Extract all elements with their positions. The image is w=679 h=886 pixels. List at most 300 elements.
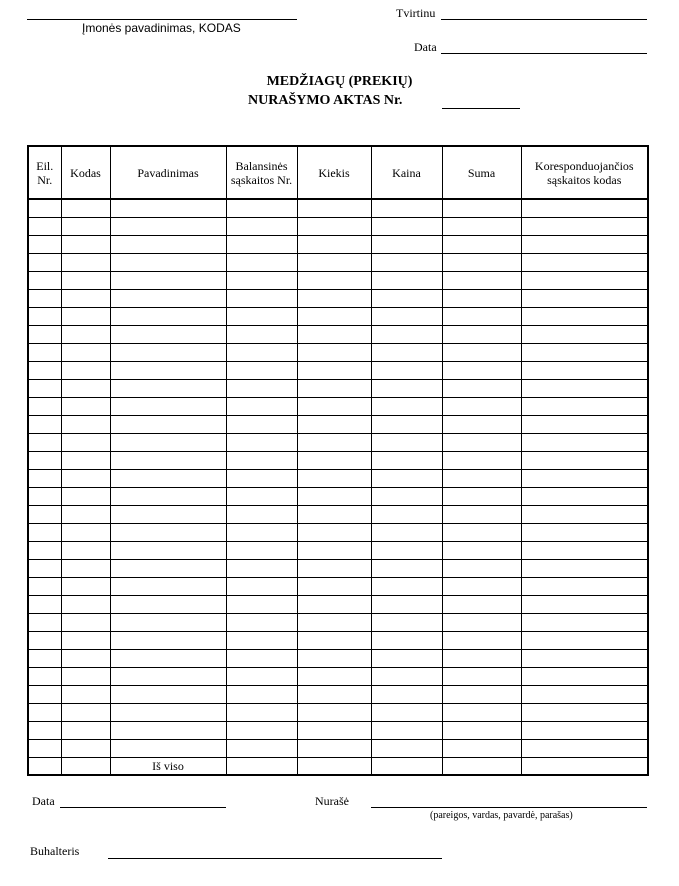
table-cell[interactable] bbox=[61, 613, 110, 631]
table-cell[interactable] bbox=[442, 325, 521, 343]
table-cell[interactable] bbox=[226, 451, 297, 469]
table-cell[interactable] bbox=[521, 505, 648, 523]
table-cell[interactable] bbox=[521, 361, 648, 379]
table-cell[interactable] bbox=[371, 361, 442, 379]
table-cell[interactable] bbox=[226, 433, 297, 451]
document-title-line1: MEDŽIAGŲ (PREKIŲ) bbox=[266, 74, 413, 89]
table-cell[interactable] bbox=[28, 685, 61, 703]
table-cell[interactable] bbox=[110, 253, 226, 271]
table-cell[interactable] bbox=[371, 631, 442, 649]
table-cell[interactable] bbox=[61, 451, 110, 469]
table-cell[interactable] bbox=[226, 577, 297, 595]
column-header-row-number: Eil. Nr. bbox=[28, 146, 61, 199]
table-cell[interactable] bbox=[297, 649, 371, 667]
table-cell[interactable] bbox=[110, 451, 226, 469]
table-cell[interactable] bbox=[226, 667, 297, 685]
table-row bbox=[28, 649, 648, 667]
table-cell[interactable] bbox=[61, 289, 110, 307]
table-cell[interactable] bbox=[297, 631, 371, 649]
table-cell[interactable] bbox=[226, 415, 297, 433]
approve-line[interactable] bbox=[441, 19, 647, 20]
footer-date-label: Data bbox=[32, 794, 55, 808]
column-header-code: Kodas bbox=[61, 146, 110, 199]
header-date-label: Data bbox=[414, 40, 437, 54]
table-cell[interactable] bbox=[28, 739, 61, 757]
table-cell[interactable] bbox=[371, 721, 442, 739]
table-cell[interactable] bbox=[371, 217, 442, 235]
table-cell[interactable] bbox=[28, 379, 61, 397]
table-cell[interactable] bbox=[226, 307, 297, 325]
table-row bbox=[28, 505, 648, 523]
table-cell[interactable] bbox=[226, 487, 297, 505]
table-cell[interactable] bbox=[110, 739, 226, 757]
table-cell[interactable] bbox=[521, 685, 648, 703]
table-cell[interactable] bbox=[110, 235, 226, 253]
table-header-row bbox=[28, 146, 648, 199]
table-cell[interactable] bbox=[28, 271, 61, 289]
table-cell[interactable] bbox=[297, 235, 371, 253]
table-cell[interactable] bbox=[226, 325, 297, 343]
table-row bbox=[28, 703, 648, 721]
table-cell[interactable] bbox=[61, 757, 110, 775]
table-cell[interactable] bbox=[371, 433, 442, 451]
table-cell[interactable] bbox=[28, 559, 61, 577]
table-cell[interactable] bbox=[521, 703, 648, 721]
table-cell[interactable] bbox=[297, 343, 371, 361]
table-cell[interactable] bbox=[442, 559, 521, 577]
table-cell[interactable] bbox=[28, 307, 61, 325]
table-cell[interactable] bbox=[371, 343, 442, 361]
table-cell[interactable] bbox=[226, 523, 297, 541]
table-cell[interactable] bbox=[297, 757, 371, 775]
table-cell[interactable] bbox=[521, 451, 648, 469]
table-cell[interactable] bbox=[61, 487, 110, 505]
table-cell[interactable] bbox=[28, 361, 61, 379]
table-cell[interactable] bbox=[226, 199, 297, 217]
table-cell[interactable] bbox=[28, 343, 61, 361]
table-cell[interactable] bbox=[371, 235, 442, 253]
table-cell[interactable] bbox=[28, 433, 61, 451]
table-body bbox=[28, 199, 648, 775]
table-cell[interactable] bbox=[442, 577, 521, 595]
table-cell[interactable] bbox=[61, 469, 110, 487]
table-cell[interactable] bbox=[297, 541, 371, 559]
table-cell[interactable] bbox=[110, 613, 226, 631]
table-cell[interactable] bbox=[297, 379, 371, 397]
table-cell[interactable] bbox=[371, 595, 442, 613]
table-cell[interactable] bbox=[521, 595, 648, 613]
table-cell[interactable] bbox=[110, 217, 226, 235]
table-cell[interactable] bbox=[226, 469, 297, 487]
table-cell[interactable] bbox=[442, 595, 521, 613]
table-cell[interactable] bbox=[110, 487, 226, 505]
table-cell[interactable] bbox=[226, 541, 297, 559]
table-cell[interactable] bbox=[226, 613, 297, 631]
table-cell[interactable] bbox=[442, 415, 521, 433]
table-cell[interactable] bbox=[28, 523, 61, 541]
table-cell[interactable] bbox=[110, 523, 226, 541]
table-cell[interactable] bbox=[371, 469, 442, 487]
table-cell[interactable] bbox=[226, 559, 297, 577]
table-cell[interactable] bbox=[521, 289, 648, 307]
table-cell[interactable] bbox=[371, 757, 442, 775]
table-cell[interactable] bbox=[61, 397, 110, 415]
table-cell[interactable] bbox=[371, 523, 442, 541]
table-cell[interactable] bbox=[28, 469, 61, 487]
table-cell[interactable] bbox=[297, 307, 371, 325]
table-cell[interactable] bbox=[521, 235, 648, 253]
table-row bbox=[28, 361, 648, 379]
table-cell[interactable] bbox=[521, 541, 648, 559]
table-cell[interactable] bbox=[297, 199, 371, 217]
table-cell[interactable] bbox=[297, 487, 371, 505]
table-cell[interactable] bbox=[442, 199, 521, 217]
table-cell[interactable] bbox=[521, 415, 648, 433]
table-cell[interactable] bbox=[442, 685, 521, 703]
table-cell[interactable] bbox=[521, 307, 648, 325]
table-cell[interactable] bbox=[371, 613, 442, 631]
table-cell[interactable] bbox=[521, 253, 648, 271]
table-cell[interactable] bbox=[521, 271, 648, 289]
table-cell[interactable] bbox=[61, 685, 110, 703]
table-cell[interactable] bbox=[521, 649, 648, 667]
table-cell[interactable] bbox=[226, 379, 297, 397]
wrote-off-hint: (pareigos, vardas, pavardė, parašas) bbox=[430, 810, 573, 821]
table-cell[interactable] bbox=[110, 577, 226, 595]
table-cell[interactable] bbox=[110, 595, 226, 613]
table-cell[interactable] bbox=[371, 739, 442, 757]
table-cell[interactable] bbox=[371, 397, 442, 415]
table-cell[interactable] bbox=[521, 343, 648, 361]
table-cell[interactable] bbox=[28, 325, 61, 343]
table-cell[interactable] bbox=[442, 343, 521, 361]
table-cell[interactable] bbox=[28, 397, 61, 415]
table-cell[interactable] bbox=[442, 307, 521, 325]
table-cell[interactable] bbox=[110, 721, 226, 739]
table-cell[interactable] bbox=[28, 541, 61, 559]
table-cell[interactable] bbox=[297, 217, 371, 235]
table-row bbox=[28, 343, 648, 361]
accountant-line[interactable] bbox=[108, 858, 442, 859]
table-cell[interactable] bbox=[110, 415, 226, 433]
table-cell[interactable] bbox=[28, 217, 61, 235]
table-cell[interactable] bbox=[371, 505, 442, 523]
table-cell[interactable] bbox=[442, 253, 521, 271]
table-cell[interactable] bbox=[297, 667, 371, 685]
table-cell[interactable] bbox=[110, 397, 226, 415]
table-cell[interactable] bbox=[28, 667, 61, 685]
act-number-line[interactable] bbox=[442, 108, 520, 109]
table-cell[interactable] bbox=[110, 631, 226, 649]
table-cell[interactable] bbox=[226, 217, 297, 235]
table-cell[interactable] bbox=[61, 577, 110, 595]
table-cell[interactable] bbox=[110, 199, 226, 217]
table-cell[interactable] bbox=[61, 307, 110, 325]
table-cell[interactable] bbox=[226, 253, 297, 271]
table-cell[interactable] bbox=[61, 559, 110, 577]
column-header-sum: Suma bbox=[442, 146, 521, 199]
table-cell[interactable] bbox=[521, 739, 648, 757]
table-cell[interactable] bbox=[61, 415, 110, 433]
table-cell[interactable] bbox=[442, 433, 521, 451]
table-cell[interactable] bbox=[371, 271, 442, 289]
header-date-line[interactable] bbox=[441, 53, 647, 54]
table-cell[interactable] bbox=[371, 379, 442, 397]
table-cell[interactable] bbox=[297, 325, 371, 343]
table-cell[interactable] bbox=[110, 559, 226, 577]
table-cell[interactable] bbox=[371, 289, 442, 307]
footer-date-line[interactable] bbox=[60, 807, 226, 808]
column-header-corresponding-account: Koresponduojančios sąskaitos kodas bbox=[521, 146, 648, 199]
table-cell[interactable] bbox=[61, 253, 110, 271]
table-cell[interactable] bbox=[521, 325, 648, 343]
table-cell[interactable] bbox=[442, 235, 521, 253]
table-cell[interactable] bbox=[297, 289, 371, 307]
table-cell[interactable] bbox=[110, 541, 226, 559]
table-cell[interactable] bbox=[371, 559, 442, 577]
table-cell[interactable] bbox=[442, 361, 521, 379]
table-cell[interactable] bbox=[28, 595, 61, 613]
table-row bbox=[28, 739, 648, 757]
table-cell[interactable] bbox=[110, 379, 226, 397]
table-cell[interactable] bbox=[61, 433, 110, 451]
table-cell[interactable] bbox=[442, 721, 521, 739]
table-cell[interactable] bbox=[110, 469, 226, 487]
table-cell[interactable] bbox=[226, 721, 297, 739]
table-cell[interactable] bbox=[297, 721, 371, 739]
table-cell[interactable] bbox=[61, 361, 110, 379]
table-cell[interactable] bbox=[61, 217, 110, 235]
table-row bbox=[28, 667, 648, 685]
table-cell[interactable] bbox=[61, 631, 110, 649]
table-cell[interactable] bbox=[371, 451, 442, 469]
column-header-balance-account: Balansinės sąskaitos Nr. bbox=[226, 146, 297, 199]
table-cell[interactable] bbox=[297, 415, 371, 433]
table-cell[interactable] bbox=[226, 649, 297, 667]
table-cell[interactable] bbox=[521, 469, 648, 487]
table-cell[interactable] bbox=[297, 613, 371, 631]
table-cell[interactable] bbox=[521, 199, 648, 217]
table-cell[interactable] bbox=[521, 559, 648, 577]
table-cell[interactable] bbox=[61, 649, 110, 667]
table-cell[interactable] bbox=[226, 505, 297, 523]
accountant-label: Buhalteris bbox=[30, 844, 80, 858]
table-cell[interactable] bbox=[110, 667, 226, 685]
table-cell[interactable] bbox=[28, 703, 61, 721]
table-row bbox=[28, 199, 648, 217]
table-cell[interactable] bbox=[110, 325, 226, 343]
table-row bbox=[28, 325, 648, 343]
table-cell[interactable] bbox=[442, 217, 521, 235]
table-cell[interactable] bbox=[28, 649, 61, 667]
table-cell[interactable] bbox=[371, 307, 442, 325]
table-cell[interactable] bbox=[110, 361, 226, 379]
table-cell[interactable] bbox=[297, 505, 371, 523]
table-cell[interactable] bbox=[226, 757, 297, 775]
table-cell[interactable] bbox=[110, 307, 226, 325]
table-cell[interactable] bbox=[442, 757, 521, 775]
table-cell[interactable] bbox=[110, 289, 226, 307]
table-cell[interactable] bbox=[521, 487, 648, 505]
table-cell[interactable] bbox=[442, 505, 521, 523]
table-cell[interactable] bbox=[442, 739, 521, 757]
table-cell[interactable] bbox=[28, 235, 61, 253]
table-cell[interactable] bbox=[28, 505, 61, 523]
wrote-off-line[interactable] bbox=[371, 807, 647, 808]
table-row bbox=[28, 595, 648, 613]
table-cell[interactable] bbox=[442, 541, 521, 559]
table-cell[interactable] bbox=[297, 523, 371, 541]
table-cell[interactable] bbox=[61, 595, 110, 613]
table-cell[interactable] bbox=[442, 703, 521, 721]
table-cell[interactable] bbox=[442, 379, 521, 397]
table-cell[interactable] bbox=[226, 235, 297, 253]
table-cell[interactable] bbox=[110, 685, 226, 703]
table-cell[interactable] bbox=[442, 487, 521, 505]
column-header-quantity: Kiekis bbox=[297, 146, 371, 199]
table-cell[interactable] bbox=[371, 199, 442, 217]
table-cell[interactable] bbox=[371, 541, 442, 559]
table-cell[interactable] bbox=[61, 343, 110, 361]
table-cell[interactable] bbox=[442, 523, 521, 541]
write-off-table bbox=[27, 145, 649, 776]
table-cell[interactable] bbox=[521, 379, 648, 397]
table-cell[interactable] bbox=[297, 433, 371, 451]
table-cell[interactable] bbox=[110, 703, 226, 721]
table-cell[interactable] bbox=[442, 667, 521, 685]
table-row bbox=[28, 397, 648, 415]
table-cell[interactable] bbox=[61, 199, 110, 217]
table-cell[interactable] bbox=[226, 595, 297, 613]
table-row bbox=[28, 577, 648, 595]
table-cell[interactable] bbox=[110, 505, 226, 523]
table-cell[interactable] bbox=[28, 613, 61, 631]
table-cell[interactable] bbox=[521, 667, 648, 685]
table-row bbox=[28, 235, 648, 253]
table-cell[interactable] bbox=[226, 397, 297, 415]
table-cell[interactable] bbox=[442, 451, 521, 469]
table-cell[interactable] bbox=[61, 703, 110, 721]
table-cell[interactable] bbox=[297, 271, 371, 289]
table-cell[interactable] bbox=[442, 271, 521, 289]
table-cell[interactable] bbox=[226, 343, 297, 361]
table-row bbox=[28, 289, 648, 307]
table-cell[interactable] bbox=[110, 271, 226, 289]
table-cell[interactable] bbox=[297, 253, 371, 271]
table-cell[interactable] bbox=[521, 397, 648, 415]
table-cell[interactable] bbox=[61, 523, 110, 541]
table-cell[interactable] bbox=[28, 757, 61, 775]
table-cell[interactable] bbox=[28, 487, 61, 505]
table-cell[interactable] bbox=[226, 271, 297, 289]
table-cell[interactable] bbox=[28, 631, 61, 649]
table-cell[interactable] bbox=[61, 325, 110, 343]
table-cell[interactable] bbox=[371, 415, 442, 433]
table-cell[interactable] bbox=[371, 667, 442, 685]
table-cell[interactable] bbox=[521, 631, 648, 649]
table-cell[interactable] bbox=[442, 631, 521, 649]
table-cell[interactable] bbox=[521, 577, 648, 595]
table-cell[interactable] bbox=[110, 649, 226, 667]
table-cell[interactable] bbox=[297, 577, 371, 595]
table-cell[interactable] bbox=[297, 361, 371, 379]
company-name-label: Įmonės pavadinimas, KODAS bbox=[82, 21, 241, 35]
table-cell[interactable] bbox=[61, 505, 110, 523]
table-row bbox=[28, 271, 648, 289]
table-cell[interactable] bbox=[28, 289, 61, 307]
table-cell[interactable] bbox=[61, 667, 110, 685]
table-cell[interactable] bbox=[28, 415, 61, 433]
table-cell[interactable] bbox=[521, 217, 648, 235]
table-cell[interactable] bbox=[371, 703, 442, 721]
table-cell[interactable] bbox=[297, 397, 371, 415]
table-cell[interactable] bbox=[226, 361, 297, 379]
table-cell[interactable] bbox=[521, 721, 648, 739]
table-cell[interactable] bbox=[297, 559, 371, 577]
approve-label: Tvirtinu bbox=[396, 6, 436, 20]
table-row bbox=[28, 487, 648, 505]
table-row bbox=[28, 379, 648, 397]
table-cell[interactable] bbox=[110, 433, 226, 451]
table-cell[interactable] bbox=[442, 613, 521, 631]
table-cell[interactable] bbox=[442, 289, 521, 307]
table-cell[interactable] bbox=[297, 469, 371, 487]
table-cell[interactable] bbox=[297, 739, 371, 757]
table-cell[interactable] bbox=[371, 577, 442, 595]
table-cell[interactable] bbox=[226, 289, 297, 307]
table-cell[interactable] bbox=[61, 379, 110, 397]
table-cell[interactable] bbox=[521, 613, 648, 631]
table-cell[interactable] bbox=[297, 451, 371, 469]
table-cell[interactable] bbox=[61, 235, 110, 253]
table-cell[interactable] bbox=[521, 433, 648, 451]
table-cell[interactable] bbox=[61, 739, 110, 757]
document-title-line2: NURAŠYMO AKTAS Nr. bbox=[248, 93, 403, 108]
table-cell[interactable] bbox=[226, 703, 297, 721]
table-cell[interactable] bbox=[226, 739, 297, 757]
table-row bbox=[28, 451, 648, 469]
table-cell[interactable] bbox=[371, 325, 442, 343]
table-cell[interactable] bbox=[371, 649, 442, 667]
table-cell[interactable] bbox=[28, 451, 61, 469]
table-cell[interactable] bbox=[442, 649, 521, 667]
table-cell[interactable] bbox=[226, 685, 297, 703]
table-row bbox=[28, 433, 648, 451]
table-cell[interactable] bbox=[28, 577, 61, 595]
total-label: Iš viso bbox=[110, 757, 226, 775]
table-cell[interactable] bbox=[521, 523, 648, 541]
table-cell[interactable] bbox=[371, 685, 442, 703]
table-cell[interactable] bbox=[61, 541, 110, 559]
table-cell[interactable] bbox=[61, 721, 110, 739]
table-cell[interactable] bbox=[28, 253, 61, 271]
table-cell[interactable] bbox=[371, 253, 442, 271]
table-cell[interactable] bbox=[28, 721, 61, 739]
table-cell[interactable] bbox=[521, 757, 648, 775]
table-cell[interactable] bbox=[371, 487, 442, 505]
table-cell[interactable] bbox=[442, 469, 521, 487]
table-row bbox=[28, 721, 648, 739]
table-cell[interactable] bbox=[61, 271, 110, 289]
table-cell[interactable] bbox=[442, 397, 521, 415]
table-cell[interactable] bbox=[297, 595, 371, 613]
table-cell[interactable] bbox=[110, 343, 226, 361]
table-cell[interactable] bbox=[297, 703, 371, 721]
table-cell[interactable] bbox=[28, 199, 61, 217]
table-cell[interactable] bbox=[297, 685, 371, 703]
table-cell[interactable] bbox=[226, 631, 297, 649]
company-name-line[interactable] bbox=[27, 19, 297, 20]
